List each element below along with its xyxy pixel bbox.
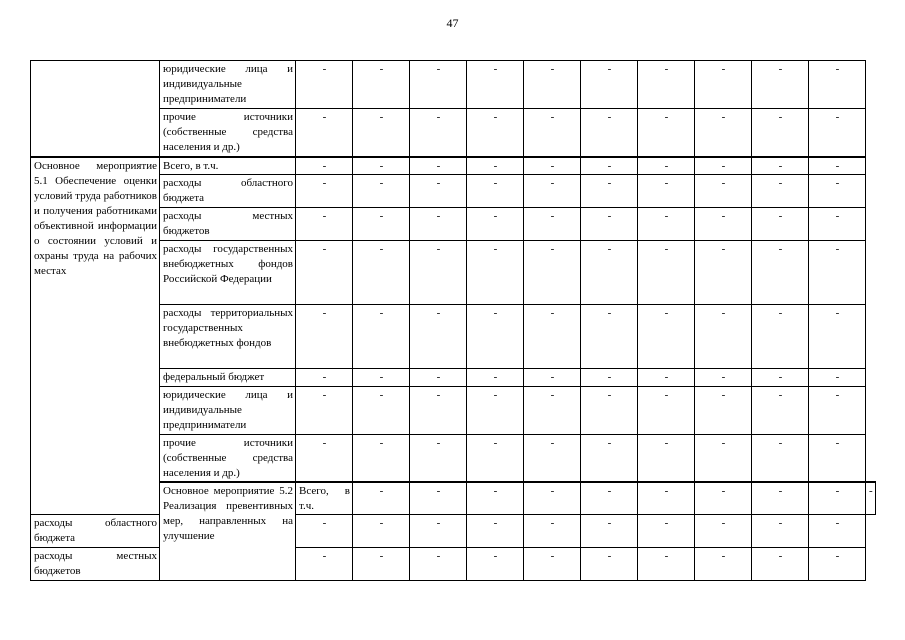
value-cell: - [467, 434, 524, 482]
value-cell: - [353, 157, 410, 175]
funding-source-cell: расходы областного бюджета [160, 174, 296, 207]
value-cell: - [581, 548, 638, 581]
value-cell: - [581, 157, 638, 175]
table-row [31, 61, 876, 109]
value-cell: - [296, 386, 353, 434]
funding-source-cell: расходы государственных внебюджетных фондов Российской Федерации [160, 240, 296, 304]
value-cell: - [296, 240, 353, 304]
value-cell: - [581, 368, 638, 386]
value-cell: - [467, 482, 524, 515]
value-cell: - [695, 61, 752, 109]
value-cell: - [353, 482, 410, 515]
value-cell: - [638, 174, 695, 207]
value-cell: - [752, 304, 809, 368]
value-cell: - [638, 304, 695, 368]
value-cell: - [809, 109, 866, 157]
value-cell: - [410, 109, 467, 157]
value-cell: - [695, 368, 752, 386]
table-body [31, 61, 876, 581]
value-cell: - [809, 515, 866, 548]
value-cell: - [524, 61, 581, 109]
value-cell: - [524, 304, 581, 368]
value-cell: - [695, 434, 752, 482]
value-cell: - [524, 240, 581, 304]
value-cell: - [809, 304, 866, 368]
value-cell: - [638, 515, 695, 548]
value-cell: - [410, 368, 467, 386]
funding-source-cell: прочие источники (собственные средства населения и др.) [160, 109, 296, 157]
value-cell: - [752, 482, 809, 515]
value-cell: - [467, 157, 524, 175]
value-cell: - [296, 368, 353, 386]
funding-source-cell: Всего, в т.ч. [160, 157, 296, 175]
value-cell: - [410, 240, 467, 304]
value-cell: - [581, 386, 638, 434]
value-cell: - [866, 482, 876, 515]
funding-source-cell: юридические лица и индивидуальные предприниматели [160, 61, 296, 109]
value-cell: - [695, 386, 752, 434]
funding-source-cell: расходы территориальных государственных внебюджетных фондов [160, 304, 296, 368]
value-cell: - [752, 368, 809, 386]
value-cell: - [296, 515, 353, 548]
value-cell: - [467, 61, 524, 109]
value-cell: - [353, 548, 410, 581]
value-cell: - [467, 548, 524, 581]
value-cell: - [638, 240, 695, 304]
value-cell: - [809, 434, 866, 482]
value-cell: - [581, 207, 638, 240]
value-cell: - [695, 174, 752, 207]
value-cell: - [752, 157, 809, 175]
value-cell: - [695, 240, 752, 304]
value-cell: - [581, 240, 638, 304]
value-cell: - [353, 386, 410, 434]
value-cell: - [524, 482, 581, 515]
value-cell: - [695, 482, 752, 515]
measure-cell [31, 61, 160, 157]
funding-table [30, 60, 876, 581]
value-cell: - [524, 548, 581, 581]
value-cell: - [638, 482, 695, 515]
value-cell: - [695, 109, 752, 157]
value-cell: - [410, 482, 467, 515]
value-cell: - [581, 434, 638, 482]
value-cell: - [524, 515, 581, 548]
value-cell: - [752, 174, 809, 207]
funding-source-cell: расходы областного бюджета [31, 515, 160, 548]
value-cell: - [581, 61, 638, 109]
value-cell: - [410, 548, 467, 581]
value-cell: - [638, 109, 695, 157]
value-cell: - [752, 61, 809, 109]
value-cell: - [809, 61, 866, 109]
value-cell: - [296, 207, 353, 240]
value-cell: - [296, 109, 353, 157]
value-cell: - [809, 548, 866, 581]
value-cell: - [638, 548, 695, 581]
value-cell: - [695, 548, 752, 581]
funding-source-cell: юридические лица и индивидуальные предприниматели [160, 386, 296, 434]
value-cell: - [524, 368, 581, 386]
value-cell: - [524, 157, 581, 175]
value-cell: - [524, 109, 581, 157]
value-cell: - [638, 434, 695, 482]
value-cell: - [353, 368, 410, 386]
value-cell: - [581, 482, 638, 515]
value-cell: - [581, 174, 638, 207]
value-cell: - [752, 548, 809, 581]
value-cell: - [809, 240, 866, 304]
funding-source-cell: расходы местных бюджетов [31, 548, 160, 581]
value-cell: - [296, 157, 353, 175]
value-cell: - [410, 515, 467, 548]
value-cell: - [581, 109, 638, 157]
value-cell: - [410, 174, 467, 207]
value-cell: - [353, 434, 410, 482]
value-cell: - [581, 304, 638, 368]
value-cell: - [296, 548, 353, 581]
value-cell: - [809, 482, 866, 515]
value-cell: - [524, 386, 581, 434]
value-cell: - [809, 174, 866, 207]
value-cell: - [353, 304, 410, 368]
value-cell: - [467, 207, 524, 240]
value-cell: - [467, 109, 524, 157]
value-cell: - [353, 207, 410, 240]
funding-source-cell: Всего, в т.ч. [296, 482, 353, 515]
table-row [31, 157, 876, 175]
value-cell: - [752, 240, 809, 304]
funding-source-cell: прочие источники (собственные средства населения и др.) [160, 434, 296, 482]
value-cell: - [353, 174, 410, 207]
value-cell: - [638, 386, 695, 434]
value-cell: - [638, 368, 695, 386]
measure-cell: Основное мероприятие 5.1 Обеспечение оценки условий труда работников и получения работниками объективной информации о состоянии условий и охраны труда на рабочих местах [31, 157, 160, 515]
value-cell: - [695, 157, 752, 175]
table-row [31, 515, 876, 548]
value-cell: - [410, 304, 467, 368]
value-cell: - [467, 304, 524, 368]
value-cell: - [695, 304, 752, 368]
value-cell: - [752, 109, 809, 157]
value-cell: - [524, 174, 581, 207]
value-cell: - [638, 61, 695, 109]
value-cell: - [638, 207, 695, 240]
value-cell: - [467, 386, 524, 434]
value-cell: - [353, 240, 410, 304]
value-cell: - [695, 207, 752, 240]
value-cell: - [467, 240, 524, 304]
funding-source-cell: расходы местных бюджетов [160, 207, 296, 240]
measure-cell: Основное мероприятие 5.2 Реализация превентивных мер, направленных на улучшение [160, 482, 296, 581]
value-cell: - [410, 157, 467, 175]
value-cell: - [581, 515, 638, 548]
value-cell: - [752, 386, 809, 434]
value-cell: - [752, 207, 809, 240]
value-cell: - [467, 174, 524, 207]
value-cell: - [410, 386, 467, 434]
value-cell: - [752, 434, 809, 482]
value-cell: - [752, 515, 809, 548]
value-cell: - [296, 304, 353, 368]
value-cell: - [410, 61, 467, 109]
value-cell: - [638, 157, 695, 175]
value-cell: - [809, 157, 866, 175]
value-cell: - [410, 434, 467, 482]
value-cell: - [296, 61, 353, 109]
value-cell: - [467, 368, 524, 386]
value-cell: - [296, 434, 353, 482]
value-cell: - [410, 207, 467, 240]
value-cell: - [809, 368, 866, 386]
funding-source-cell: федеральный бюджет [160, 368, 296, 386]
value-cell: - [809, 386, 866, 434]
value-cell: - [695, 515, 752, 548]
value-cell: - [524, 434, 581, 482]
value-cell: - [467, 515, 524, 548]
value-cell: - [296, 174, 353, 207]
value-cell: - [809, 207, 866, 240]
value-cell: - [353, 109, 410, 157]
value-cell: - [353, 515, 410, 548]
value-cell: - [353, 61, 410, 109]
page-number: 47 [446, 16, 459, 30]
table-row [31, 548, 876, 581]
value-cell: - [524, 207, 581, 240]
